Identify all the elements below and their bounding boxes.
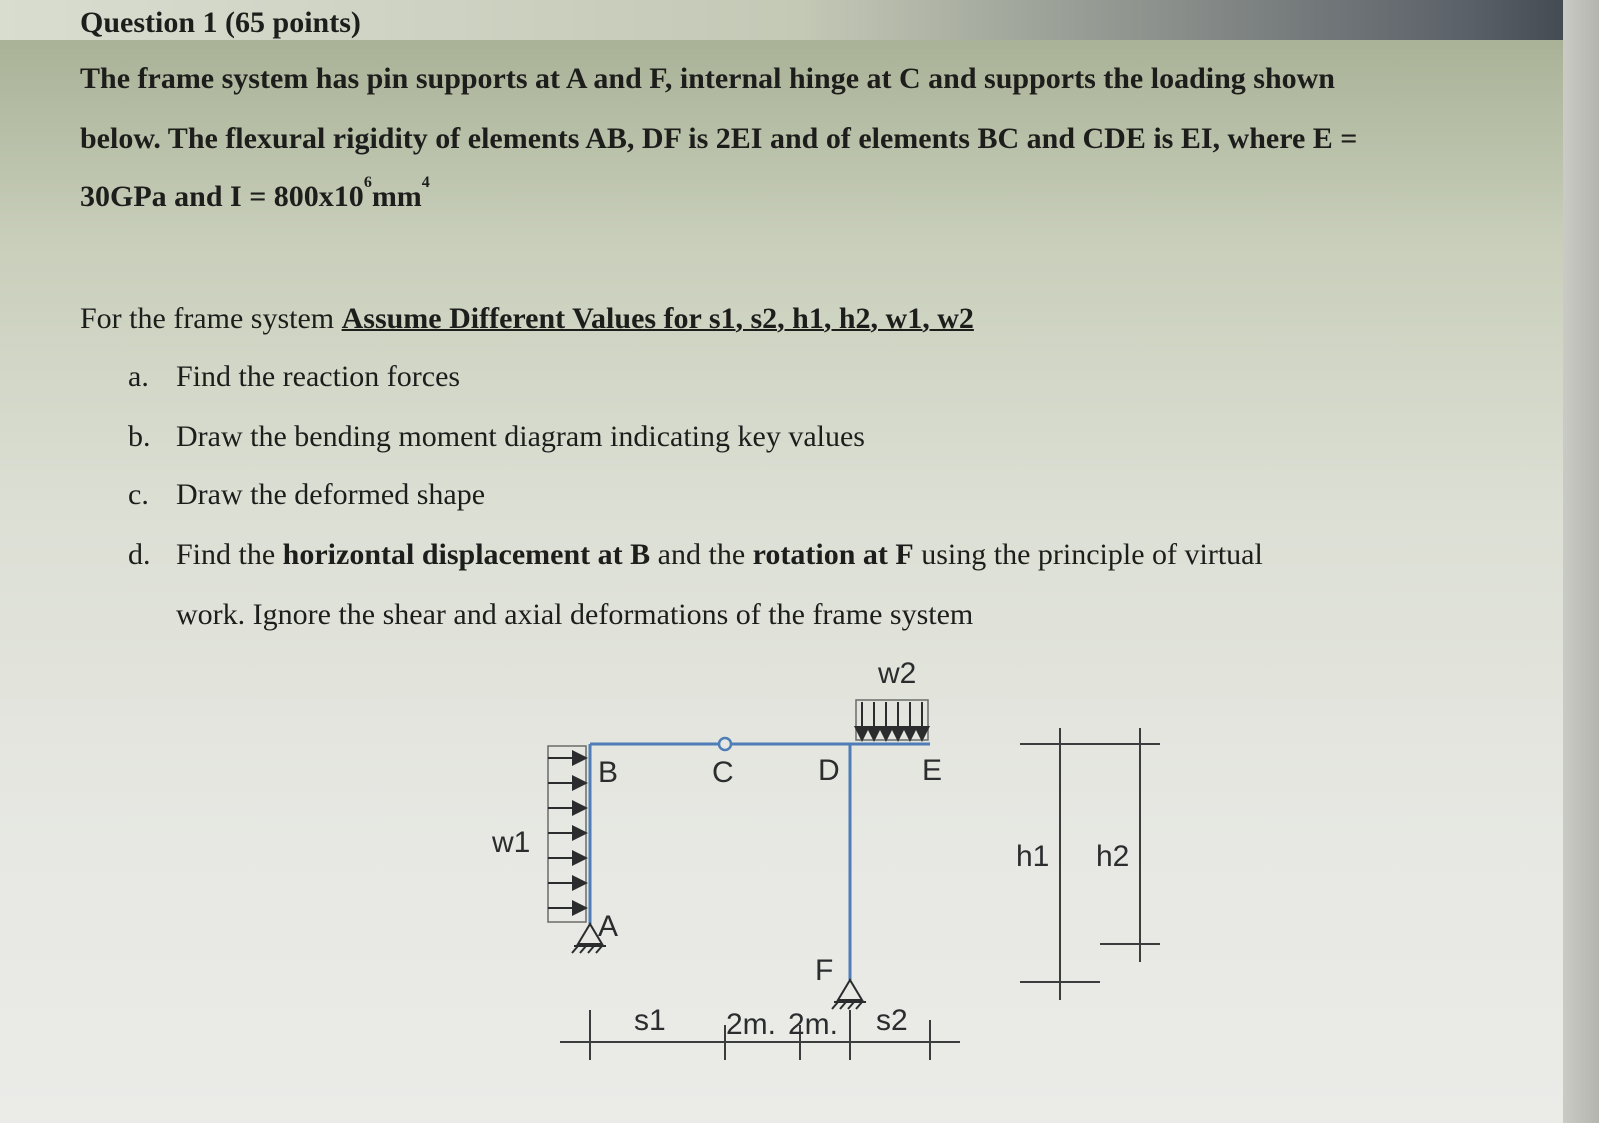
label-span-1: 2m.	[726, 1008, 777, 1041]
label-c: C	[712, 756, 734, 789]
task-text: and the	[650, 538, 753, 571]
task-d-continuation: work. Ignore the shear and axial deformations of the frame system	[176, 598, 974, 631]
exponent-6: 6	[363, 174, 372, 191]
label-w2: w2	[878, 657, 917, 690]
task-label: a.	[128, 360, 149, 393]
unit-mm: mm	[371, 180, 422, 213]
label-a: A	[598, 910, 619, 943]
label-h1: h1	[1016, 840, 1050, 873]
task-text: using the principle of virtual	[913, 538, 1263, 571]
label-span-2: 2m.	[788, 1008, 839, 1041]
modulus-text: 30GPa and I = 800x10	[80, 180, 364, 213]
task-label: b.	[128, 420, 151, 453]
label-b: B	[598, 756, 619, 789]
description-line-1: The frame system has pin supports at A and F, internal hinge at C and supports the loading shown	[80, 62, 1335, 95]
intro-text: For the frame system	[80, 302, 342, 335]
label-e: E	[922, 754, 943, 787]
hinge-c-icon	[719, 738, 731, 750]
label-d: D	[818, 754, 840, 787]
label-w1: w1	[492, 826, 531, 859]
task-text: Find the reaction forces	[176, 360, 461, 393]
load-w2-block	[856, 700, 928, 740]
task-text: Draw the deformed shape	[176, 478, 486, 511]
pin-support-f-icon	[832, 980, 866, 1009]
task-label: c.	[128, 478, 149, 511]
label-h2: h2	[1096, 840, 1130, 873]
task-text: Find the	[176, 538, 283, 571]
question-title: Question 1 (65 points)	[80, 6, 361, 39]
frame-members	[590, 744, 930, 980]
task-label: d.	[128, 538, 151, 571]
load-w2	[856, 700, 928, 740]
task-text: Draw the bending moment diagram indicating key values	[176, 420, 865, 453]
description-line-2: below. The flexural rigidity of elements AB, DF is 2EI and of elements BC and CDE is EI, where E =	[80, 122, 1358, 155]
assume-values-note: Assume Different Values for s1, s2, h1, h2, w1, w2	[341, 302, 974, 335]
label-s2: s2	[876, 1004, 908, 1037]
load-w1	[548, 746, 586, 922]
task-emphasis: horizontal displacement at B	[282, 538, 651, 571]
label-s1: s1	[634, 1004, 666, 1037]
task-emphasis: rotation at F	[752, 538, 914, 571]
label-f: F	[815, 954, 834, 987]
exponent-4: 4	[421, 174, 430, 191]
